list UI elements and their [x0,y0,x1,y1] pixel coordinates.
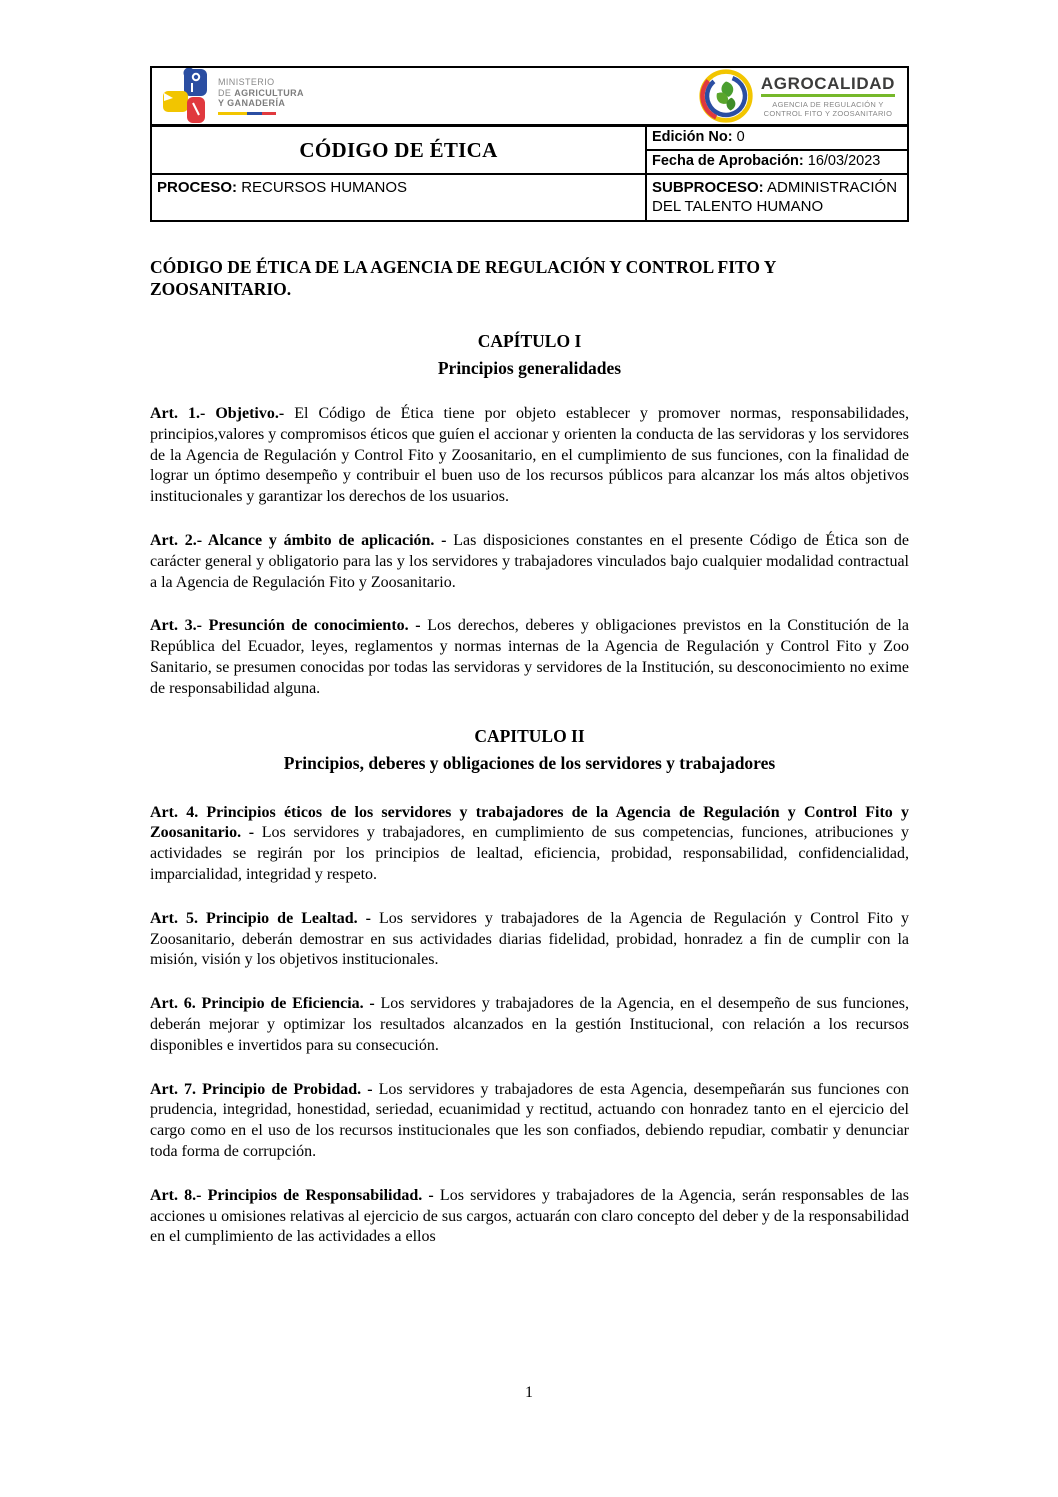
article-3-paragraph [150,616,909,699]
ministerio-line1: MINISTERIO [218,77,275,88]
ministerio-line2-bold: AGRICULTURA [234,87,304,98]
article-1-paragraph [150,404,909,508]
ministerio-logo-text [218,77,304,115]
ministerio-agricultura-logo [162,68,304,124]
chapter-2-heading [150,723,909,777]
subprocess-cell [647,175,907,220]
page-number: 1 [525,1384,533,1401]
agrocalidad-logo [698,68,895,124]
subprocess-value: ADMINISTRACIÓN DEL TALENTO HUMANO [652,179,898,215]
process-label: PROCESO: [157,179,238,196]
approval-date-label: Fecha de Aprobación: [652,153,804,169]
article-2-body: Las disposiciones constantes en el presente Código de Ética son de carácter general y obligatorio para las y los servidores y trabajadores vinculados bajo cualquier modalidad contractual a la Agencia de Regulación Fito y Zoosanitario. [150,531,910,591]
article-6-body: Los servidores y trabajadores de la Agencia, en el desempeño de sus funciones, deberán mejorar y optimizar los resultados alcanzados en la gestión Institucional, con relación a los recursos disponibles e invertidos para su consecución. [150,995,909,1054]
agrocalidad-underline [761,94,895,97]
header-process-row [152,175,907,220]
agrocalidad-logo-text [761,75,895,118]
article-6-paragraph [150,994,909,1056]
agrocalidad-subtitle-line1: AGENCIA DE REGULACIÓN Y [772,99,884,109]
ministerio-logo-icon [162,68,212,124]
agrocalidad-logo-icon [698,68,754,124]
ministerio-line2-light: DE [218,87,232,98]
approval-date-cell [647,151,907,173]
article-4-lead: Art. 4. Principios éticos de los servidores y trabajadores de la Agencia de Regulación y Control Fito y Zoosanitario. - [150,803,909,842]
chapter-1-subtitle: Principios generalidades [437,358,622,378]
article-5-paragraph [150,909,909,971]
ministerio-line2 [218,88,304,99]
main-title: CÓDIGO DE ÉTICA DE LA AGENCIA DE REGULACIÓN Y CONTROL FITO Y ZOOSANITARIO. [150,257,776,299]
document-title: CÓDIGO DE ÉTICA [152,127,647,173]
article-8-lead: Art. 8.- Principios de Responsabilidad. - [150,1186,434,1204]
article-8-paragraph [150,1186,909,1248]
subprocess-label: SUBPROCESO: [652,179,764,196]
article-3-lead: Art. 3.- Presunción de conocimiento. - [150,617,421,635]
approval-date-value: 16/03/2023 [807,153,881,169]
chapter-1-heading [150,328,909,382]
article-3-body: Los derechos, deberes y obligaciones previstos en la Constitución de la República del Ecuador, leyes, reglamentos y normas internas de la Agencia de Regulación y Control Fito y Zoo Sanitario, se presumen conocidas por todas las servidoras y servidores de la Institución, su desconocimiento no exime de responsabilidad alguna. [150,617,910,697]
chapter-2-title: CAPITULO II [474,725,585,746]
edition-value: 0 [736,129,745,145]
article-7-body: Los servidores y trabajadores de esta Agencia, desempeñarán sus funciones con prudencia, integridad, honestidad, seriedad, ecuanimidad y rectitud, actuando con honradez tanto en el ejercicio del cargo como en el uso de los recursos institucionales que les son confiados, debiendo repudiar, combatir y denunciar toda forma de corrupción. [150,1080,909,1160]
document-body [150,256,909,1271]
ecuador-flag-bar-icon [218,112,276,115]
process-value: RECURSOS HUMANOS [241,179,408,196]
article-6-lead: Art. 6. Principio de Eficiencia. - [150,995,375,1013]
article-1-body: El Código de Ética tiene por objeto establecer y promover normas, responsabilidades, principios,valores y compromisos éticos que guíen el accionar y orienten la conducta de las servidoras y los servidores de la Agencia de Regulación y Control Fito y Zoosanitario, en el cumplimiento de sus funciones, con la finalidad de lograr un óptimo desempeño y contribuir el buen uso de los recursos públicos para alcanzar los más altos objetivos institucionales y garantizar los derechos de los usuarios. [150,405,910,506]
article-7-lead: Art. 7. Principio de Probidad. - [150,1080,373,1098]
article-8-body: Los servidores y trabajadores de la Agencia, serán responsables de las acciones u omisiones relativas al ejercicio de sus cargos, actuarán con claro concepto del deber y de la responsabilidad en el cumplimiento de las actividades a ellos [150,1186,909,1246]
ministerio-line3: Y GANADERÍA [218,98,286,109]
article-2-lead: Art. 2.- Alcance y ámbito de aplicación. - [150,531,447,549]
header-meta-stack [647,127,907,173]
edition-cell [647,127,907,151]
header-title-row [152,127,907,175]
process-cell [152,175,647,220]
edition-label: Edición No: [652,129,733,145]
article-7-paragraph [150,1080,909,1163]
article-4-paragraph [150,803,909,886]
article-4-body: Los servidores y trabajadores, en cumplimiento de sus competencias, funciones, atribuciones y actividades se regirán por los principios de lealtad, eficiencia, probidad, responsabilidad, confidencialidad, imparcialidad, integridad y respeto. [150,824,910,883]
article-5-lead: Art. 5. Principio de Lealtad. - [150,909,371,927]
header-logo-row [152,68,907,127]
article-2-paragraph [150,531,909,593]
chapter-2-subtitle: Principios, deberes y obligaciones de los servidores y trabajadores [283,752,776,773]
agrocalidad-wordmark: AGROCALIDAD [760,73,895,93]
article-1-lead: Art. 1.- Objetivo.- [150,405,285,422]
agrocalidad-subtitle-line2: CONTROL FITO Y ZOOSANITARIO [763,108,893,118]
chapter-1-title: CAPÍTULO I [477,331,582,351]
article-5-body: Los servidores y trabajadores de la Agencia de Regulación y Control Fito y Zoosanitario, deberán demostrar en sus actividades diarias fidelidad, probidad, honradez a fin de cumplir con la misión, visión y los objetivos institucionales. [150,909,910,969]
header-table [150,66,909,222]
